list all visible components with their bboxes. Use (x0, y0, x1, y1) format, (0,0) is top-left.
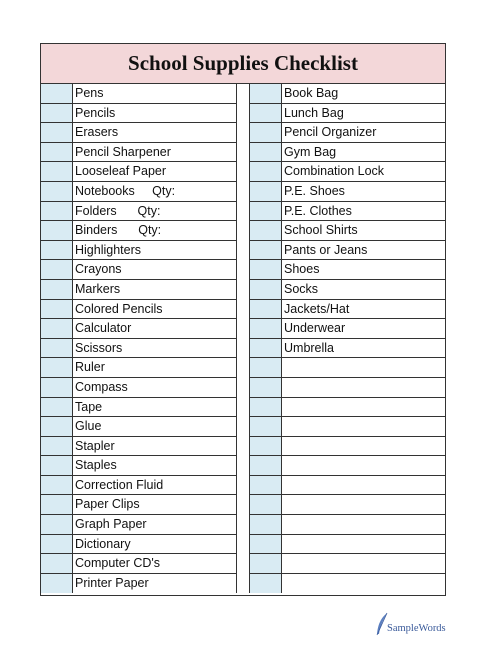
item-label: Dictionary (75, 536, 131, 551)
item-label (282, 417, 445, 436)
checkbox-cell[interactable] (250, 398, 282, 417)
checkbox-cell[interactable] (41, 143, 73, 162)
checkbox-cell[interactable] (250, 358, 282, 377)
checkbox-cell[interactable] (41, 300, 73, 319)
checklist-row (41, 143, 236, 163)
item-label: Notebooks Qty: (75, 183, 176, 198)
checkbox-cell[interactable] (41, 437, 73, 456)
checkbox-cell[interactable] (41, 417, 73, 436)
item-label: Folders Qty: (75, 203, 161, 218)
title-bar (41, 44, 445, 84)
checklist-row (41, 182, 236, 202)
checkbox-cell[interactable] (41, 476, 73, 495)
checkbox-cell[interactable] (41, 202, 73, 221)
checkbox-cell[interactable] (250, 202, 282, 221)
item-label (282, 535, 445, 554)
checklist-row (250, 515, 445, 535)
checkbox-cell[interactable] (250, 182, 282, 201)
item-label: Staples (75, 458, 117, 473)
checklist-row (250, 241, 445, 261)
checkbox-cell[interactable] (250, 260, 282, 279)
checkbox-cell[interactable] (250, 241, 282, 260)
checklist-row (41, 260, 236, 280)
checklist-row (250, 495, 445, 515)
checkbox-cell[interactable] (41, 84, 73, 103)
checklist-row (41, 378, 236, 398)
checkbox-cell[interactable] (41, 398, 73, 417)
checklist-row (250, 84, 445, 104)
checklist-row (250, 182, 445, 202)
checkbox-cell[interactable] (250, 84, 282, 103)
checkbox-cell[interactable] (41, 358, 73, 377)
checkbox-cell[interactable] (250, 319, 282, 338)
checkbox-cell[interactable] (250, 104, 282, 123)
item-label: Shoes (284, 262, 320, 277)
item-label: Printer Paper (75, 575, 149, 590)
checklist-row (41, 417, 236, 437)
checklist-row (250, 143, 445, 163)
checkbox-cell[interactable] (250, 554, 282, 573)
checklist-row (41, 495, 236, 515)
checklist-row (41, 162, 236, 182)
item-label: Pens (75, 86, 104, 100)
item-label: Scissors (75, 340, 123, 355)
checklist-row (250, 554, 445, 574)
item-label: P.E. Clothes (284, 203, 352, 218)
checklist-row (41, 515, 236, 535)
checklist-row (250, 358, 445, 378)
checklist-row (41, 300, 236, 320)
checkbox-cell[interactable] (41, 241, 73, 260)
item-label: School Shirts (284, 223, 358, 238)
checklist-row (41, 104, 236, 124)
item-label: Highlighters (75, 242, 142, 257)
checklist-row (41, 339, 236, 359)
checklist-row (250, 574, 445, 594)
checklist-row (250, 378, 445, 398)
checkbox-cell[interactable] (250, 437, 282, 456)
checklist-row (41, 280, 236, 300)
item-label: Gym Bag (284, 144, 337, 159)
checkbox-cell[interactable] (250, 456, 282, 475)
item-label: Underwear (284, 321, 346, 336)
checklist-row (41, 574, 236, 594)
checklist-row (41, 123, 236, 143)
checkbox-cell[interactable] (250, 162, 282, 181)
item-label: Pencils (75, 105, 116, 120)
checklist-row (41, 202, 236, 222)
checklist-row (250, 339, 445, 359)
item-label (282, 437, 445, 456)
item-label: Book Bag (284, 86, 339, 100)
item-label: Colored Pencils (75, 301, 163, 316)
checkbox-cell[interactable] (41, 535, 73, 554)
checklist-row (41, 476, 236, 496)
checkbox-cell[interactable] (250, 515, 282, 534)
checkbox-cell[interactable] (41, 162, 73, 181)
item-label: Stapler (75, 438, 115, 453)
checklist-row (250, 162, 445, 182)
item-label: Jackets/Hat (284, 301, 350, 316)
checklist-row (41, 319, 236, 339)
checkbox-cell[interactable] (250, 495, 282, 514)
item-label: Lunch Bag (284, 105, 344, 120)
item-label (282, 398, 445, 417)
checklist-row (41, 358, 236, 378)
checklist-row (250, 260, 445, 280)
checklist-row (250, 476, 445, 496)
checklist-row (250, 280, 445, 300)
checkbox-cell[interactable] (41, 221, 73, 240)
checkbox-cell[interactable] (250, 221, 282, 240)
checkbox-cell[interactable] (41, 280, 73, 299)
checkbox-cell[interactable] (250, 300, 282, 319)
item-label (282, 554, 445, 573)
checkbox-cell[interactable] (41, 515, 73, 534)
checkbox-cell[interactable] (250, 378, 282, 397)
checkbox-cell[interactable] (250, 574, 282, 594)
checklist-row (250, 202, 445, 222)
checklist-row (41, 554, 236, 574)
item-label: Graph Paper (75, 517, 147, 532)
item-label: Glue (75, 419, 102, 434)
checkbox-cell[interactable] (250, 535, 282, 554)
checklist-row (250, 535, 445, 555)
item-label: Ruler (75, 360, 105, 375)
checklist-row (250, 417, 445, 437)
logo-text: SampleWords (387, 623, 446, 634)
right-column (249, 84, 445, 593)
checklist-row (250, 123, 445, 143)
checkbox-cell[interactable] (41, 104, 73, 123)
checklist-row (250, 319, 445, 339)
item-label (282, 476, 445, 495)
checkbox-cell[interactable] (41, 339, 73, 358)
checklist-row (41, 437, 236, 457)
item-label: Pencil Organizer (284, 125, 377, 140)
checkbox-cell[interactable] (41, 182, 73, 201)
checklist-row (41, 221, 236, 241)
samplewords-logo (375, 610, 446, 636)
item-label (282, 378, 445, 397)
checkbox-cell[interactable] (41, 260, 73, 279)
checklist-row (250, 398, 445, 418)
checklist-row (41, 456, 236, 476)
item-label (282, 456, 445, 475)
checklist-row (250, 437, 445, 457)
checklist-row (41, 84, 236, 104)
checkbox-cell[interactable] (41, 319, 73, 338)
item-label: Pencil Sharpener (75, 144, 171, 159)
item-label: P.E. Shoes (284, 183, 345, 198)
item-label: Pants or Jeans (284, 242, 368, 257)
checklist-row (250, 300, 445, 320)
checkbox-cell[interactable] (41, 123, 73, 142)
item-label: Socks (284, 281, 319, 296)
checkbox-cell[interactable] (250, 417, 282, 436)
checkbox-cell[interactable] (250, 476, 282, 495)
checklist-row (250, 221, 445, 241)
item-label (282, 358, 445, 377)
item-label: Crayons (75, 262, 122, 277)
checklist-row (250, 456, 445, 476)
checkbox-cell[interactable] (41, 456, 73, 475)
checkbox-cell[interactable] (41, 378, 73, 397)
checklist-row (41, 535, 236, 555)
checkbox-cell[interactable] (41, 495, 73, 514)
item-label (282, 495, 445, 514)
item-label: Correction Fluid (75, 477, 164, 492)
item-label (282, 574, 445, 594)
item-label: Paper Clips (75, 497, 140, 512)
checkbox-cell[interactable] (41, 554, 73, 573)
checklist-row (41, 398, 236, 418)
checkbox-cell[interactable] (250, 339, 282, 358)
item-label: Computer CD's (75, 556, 161, 571)
checkbox-cell[interactable] (250, 280, 282, 299)
item-label: Binders Qty: (75, 223, 162, 238)
page-title: School Supplies Checklist (128, 51, 358, 75)
item-label: Compass (75, 379, 128, 394)
checklist-row (250, 104, 445, 124)
item-label: Markers (75, 281, 121, 296)
checklist-sheet (40, 43, 446, 596)
item-label: Umbrella (284, 340, 335, 355)
checkbox-cell[interactable] (41, 574, 73, 594)
checkbox-cell[interactable] (250, 143, 282, 162)
left-column (41, 84, 237, 593)
item-label: Looseleaf Paper (75, 164, 167, 179)
checklist-row (41, 241, 236, 261)
item-label: Calculator (75, 321, 132, 336)
item-label: Erasers (75, 125, 119, 140)
checkbox-cell[interactable] (250, 123, 282, 142)
item-label: Tape (75, 399, 103, 414)
item-label (282, 515, 445, 534)
item-label: Combination Lock (284, 164, 385, 179)
